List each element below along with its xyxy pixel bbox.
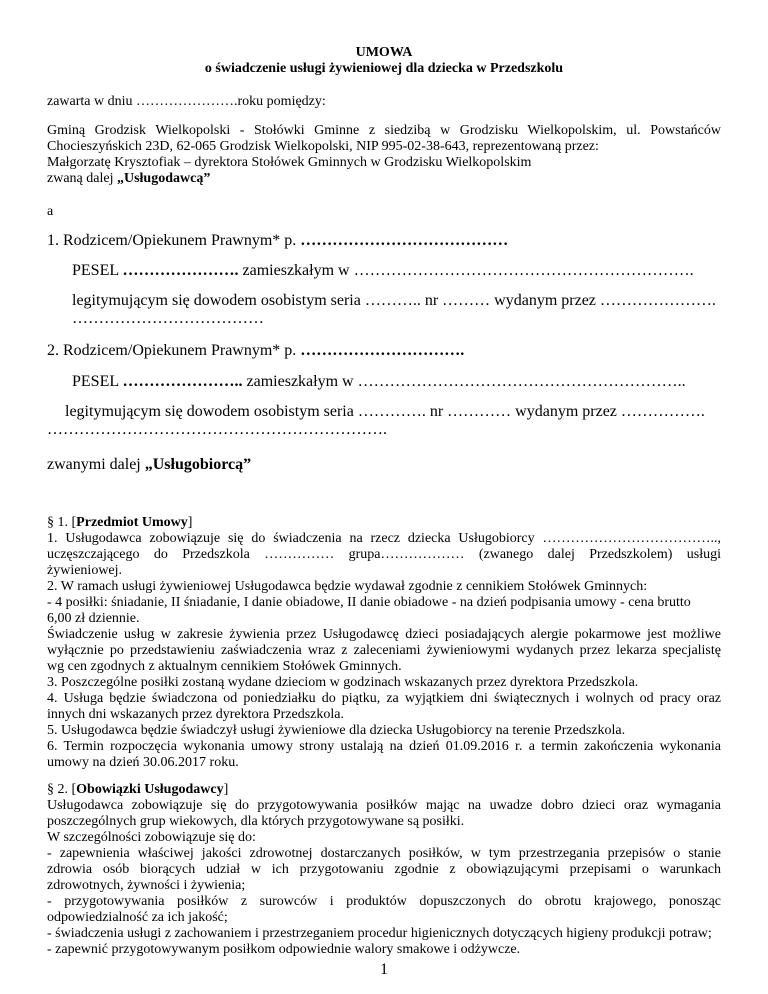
section1-line: wyłącznie po przedstawieniu zaświadczenia wraz z zaleceniami żywieniowymi wydanych przez lekarza specjalistę: [47, 643, 721, 658]
section2-line: zdrowia osób biorących udział w ich przygotowaniu zgodnie z obowiązującymi przepisami o warunkach: [47, 862, 721, 877]
section2-line: - świadczenia usługi z zachowaniem i przestrzeganiem procedur higienicznych dotyczących higieny produkcji potraw;: [47, 926, 712, 941]
parent2-id-line-2: ……………………………………………………….: [47, 421, 387, 438]
section2-heading-suffix: ]: [223, 782, 229, 797]
called-line: [47, 171, 210, 187]
section1-line: umowy na dzień 30.06.2017 roku.: [47, 755, 239, 770]
section1-heading-prefix: § 1. [: [47, 515, 77, 530]
section1-line: uczęszczającego do Przedszkola …………… grupa……………… (zwanego dalej Przedszkolem) usługi: [47, 547, 721, 562]
section1-line: - 4 posiłki: śniadanie, II śniadanie, I danie obiadowe, II danie obiadowe - na dzień podpisania umowy - cena brutto: [47, 595, 691, 610]
parent2-pesel-label: PESEL: [72, 373, 123, 390]
section1-line: Świadczenie usług w zakresie żywienia przez Usługodawcę dzieci posiadających alergie pokarmowe jest możliwe: [47, 627, 721, 642]
section2-line: W szczególności zobowiązuje się do:: [47, 830, 256, 845]
section2-line: - zapewnić przygotowywanym posiłkom odpowiednie walory smakowe i odżywcze.: [47, 942, 521, 957]
section2-line: - zapewnienia właściwej jakości zdrowotnej dostarczanych posiłków, w tym przestrzegania przepisów o stanie: [47, 846, 721, 861]
recipient-name: „Usługobiorcą”: [144, 456, 252, 473]
section2-line: odpowiedzialność za ich jakość;: [47, 910, 228, 925]
section1-line: wg cen zgodnych z aktualnym cennikiem Stołówek Gminnych.: [47, 659, 402, 674]
parent1-id-line-2: ………………………………: [72, 310, 264, 327]
provider-name: „Usługodawcą”: [116, 171, 211, 186]
document-title: UMOWA: [355, 45, 413, 60]
party-line-3: Małgorzatę Krysztofiak – dyrektora Stołówek Gminnych w Grodzisku Wielkopolskim: [47, 155, 532, 170]
section2-line: poszczególnych grup wiekowych, dla których przygotowywane są posiłki.: [47, 814, 465, 829]
party-line-1: Gminą Grodzisk Wielkopolski - Stołówki Gminne z siedzibą w Grodzisku Wielkopolskim, ul. Powstańców: [47, 123, 721, 138]
parent2-line: [47, 342, 464, 360]
section1-heading-suffix: ]: [187, 515, 193, 530]
section1-line: 5. Usługodawca będzie świadczył usługi żywieniowe dla dziecka Usługobiorcy na terenie Przedszkola.: [47, 723, 626, 738]
parent1-name-dots: …………………………………: [300, 232, 509, 249]
date-line: zawarta w dniu ………………….roku pomiędzy:: [47, 94, 326, 109]
section2-heading-title: Obowiązki Usługodawcy: [76, 782, 224, 797]
called-prefix: zwaną dalej: [47, 171, 117, 186]
parent2-label: 2. Rodzicem/Opiekunem Prawnym* p.: [47, 342, 301, 359]
parent2-pesel-dots: …………………..: [122, 373, 243, 390]
section1-line: 6,00 zł dziennie.: [47, 611, 140, 626]
section2-line: - przygotowywania posiłków z surowców i produktów dopuszczonych do obrotu krajowego, ponosząc: [47, 894, 721, 909]
parent2-address: zamieszkałym w ……………………………………………………..: [242, 373, 686, 390]
parent1-address: zamieszkałym w ……………………………………………………….: [238, 262, 694, 279]
parent2-name-dots: ………………………….: [300, 342, 465, 359]
section2-line: Usługodawca zobowiązuje się do przygotowywania posiłków mając na uwadze dobro dzieci oraz wymagania: [47, 798, 721, 813]
section1-line: 4. Usługa będzie świadczona od poniedziałku do piątku, za wyjątkiem dni świątecznych i wolnych od pracy oraz: [47, 691, 721, 706]
section1-line: 3. Poszczególne posiłki zostaną wydane dzieciom w godzinach wskazanych przez dyrektora Przedszkola.: [47, 675, 639, 690]
parent1-line: [47, 232, 508, 250]
and-text: a: [47, 204, 54, 219]
section1-heading: [47, 515, 192, 531]
parent1-pesel-line: [72, 262, 694, 280]
section1-line: żywieniowej.: [47, 563, 123, 578]
recipient-prefix: zwanymi dalej: [47, 456, 145, 473]
section1-line: 2. W ramach usługi żywieniowej Usługodawca będzie wydawał zgodnie z cennikiem Stołówek Gminnych:: [47, 579, 648, 594]
section2-heading: [47, 782, 228, 798]
parent2-pesel-line: [72, 373, 686, 391]
document-subtitle: o świadczenie usługi żywieniowej dla dziecka w Przedszkolu: [204, 61, 564, 76]
parent1-pesel-dots: ………………….: [122, 262, 239, 279]
section2-heading-prefix: § 2. [: [47, 782, 77, 797]
parent2-id-line: legitymującym się dowodem osobistym seria …………. nr ………… wydanym przez …………….: [65, 403, 705, 420]
party-line-2: Chocieszyńskich 23D, 62-065 Grodzisk Wielkopolski, NIP 995-02-38-643, reprezentowaną przez:: [47, 139, 599, 154]
section1-line: 6. Termin rozpoczęcia wykonania umowy strony ustalają na dzień 01.09.2016 r. a termin zakończenia wykonania: [47, 739, 721, 754]
parent1-id-line: legitymującym się dowodem osobistym seria ……….. nr ……… wydanym przez ………………….: [72, 292, 716, 309]
recipient-line: [47, 456, 251, 474]
section2-line: zdrowotnych, żywności i żywienia;: [47, 878, 246, 893]
section1-line: innych dni wskazanych przez dyrektora Przedszkola.: [47, 707, 344, 722]
page-number: 1: [380, 961, 388, 978]
section1-line: 1. Usługodawca zobowiązuje się do świadczenia na rzecz dziecka Usługobiorcy ………………………………..,: [47, 531, 721, 546]
parent1-pesel-label: PESEL: [72, 262, 123, 279]
section1-heading-title: Przedmiot Umowy: [76, 515, 188, 530]
parent1-label: 1. Rodzicem/Opiekunem Prawnym* p.: [47, 232, 301, 249]
